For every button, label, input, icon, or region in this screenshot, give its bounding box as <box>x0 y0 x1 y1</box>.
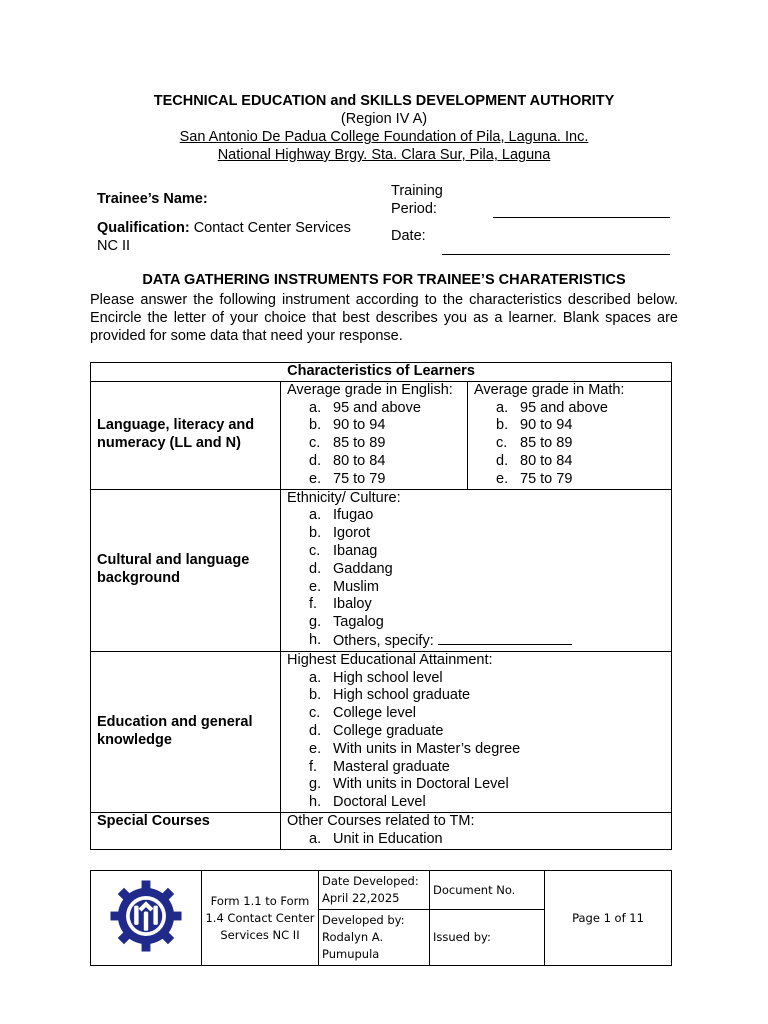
qualification-value: Contact Center Services NC II <box>97 220 351 254</box>
list-item[interactable]: f. Ibaloy <box>309 596 372 613</box>
culture-cell <box>281 489 672 651</box>
date-field[interactable] <box>442 254 670 255</box>
list-item[interactable]: e. With units in Master’s degree <box>309 740 521 757</box>
table-row <box>91 812 672 849</box>
qualification-label: Qualification: <box>97 220 190 236</box>
list-item[interactable]: b. 90 to 94 <box>496 417 573 434</box>
special-question: Other Courses related to TM: <box>287 812 475 829</box>
culture-question: Ethnicity/ Culture: <box>287 489 401 506</box>
math-question: Average grade in Math: <box>474 381 625 398</box>
developed-by-cell: Developed by: Rodalyn A. Pumupula <box>319 910 430 966</box>
math-grade-cell <box>468 381 672 489</box>
issued-by-cell: Issued by: <box>430 910 545 966</box>
list-item[interactable]: a. 95 and above <box>496 399 608 416</box>
education-cell <box>281 651 672 812</box>
trainee-name-label: Trainee’s Name: <box>97 191 208 207</box>
school-address: National Highway Brgy. Sta. Clara Sur, Pila, Laguna <box>217 147 551 163</box>
list-item[interactable]: d. 80 to 84 <box>309 452 386 469</box>
culture-options <box>287 507 665 650</box>
training-period-label: Training Period: <box>391 183 443 217</box>
row-label-culture: Cultural and language background <box>91 489 281 651</box>
list-item[interactable]: e. Muslim <box>309 578 379 595</box>
others-specify-field[interactable] <box>438 632 572 645</box>
list-item[interactable]: h. Others, specify: <box>287 632 665 651</box>
date-label: Date: <box>391 228 426 244</box>
list-item[interactable]: b. 90 to 94 <box>309 417 386 434</box>
list-item[interactable]: d. 80 to 84 <box>496 452 573 469</box>
row-label-education: Education and general knowledge <box>91 651 281 812</box>
education-question: Highest Educational Attainment: <box>287 651 493 668</box>
intro-text: Please answer the following instrument according to the characteristics described below. Encircle the letter of your choice that best describes you as a learner. Blank spaces are provided for some data that need your response. <box>90 292 678 344</box>
page-number: Page 1 of 11 <box>545 871 672 966</box>
table-heading: Characteristics of Learners <box>91 363 672 382</box>
section-title: DATA GATHERING INSTRUMENTS FOR TRAINEE’S CHARATERISTICS <box>142 272 626 288</box>
row-label-special: Special Courses <box>91 812 281 849</box>
list-item[interactable]: e. 75 to 79 <box>309 470 386 487</box>
table-row <box>91 489 672 651</box>
tesda-gear-logo-icon <box>109 942 183 956</box>
list-item[interactable]: g. With units in Doctoral Level <box>309 776 509 793</box>
agency-title: TECHNICAL EDUCATION and SKILLS DEVELOPMENT AUTHORITY <box>153 93 615 109</box>
list-item[interactable]: e. 75 to 79 <box>496 470 573 487</box>
training-period-field[interactable] <box>493 217 670 218</box>
list-item[interactable]: a. Ifugao <box>309 507 374 524</box>
logo-cell <box>91 871 202 966</box>
list-item[interactable]: f. Masteral graduate <box>309 758 450 775</box>
date-developed-cell: Date Developed: April 22,2025 <box>319 871 430 910</box>
list-item[interactable]: c. 85 to 89 <box>309 435 386 452</box>
list-item[interactable]: b. Igorot <box>309 525 371 542</box>
list-item[interactable]: c. College level <box>309 705 417 722</box>
table-row <box>91 381 672 489</box>
school-name: San Antonio De Padua College Foundation of Pila, Laguna. Inc. <box>179 129 589 145</box>
list-item[interactable]: a. Unit in Education <box>309 830 443 847</box>
footer-table <box>90 870 672 966</box>
list-item[interactable]: d. Gaddang <box>309 560 393 577</box>
list-item[interactable]: a. 95 and above <box>309 399 421 416</box>
qualification <box>97 219 372 255</box>
region: (Region IV A) <box>340 111 428 127</box>
english-grade-cell <box>281 381 468 489</box>
characteristics-table <box>90 362 672 850</box>
list-item[interactable]: c. 85 to 89 <box>496 435 573 452</box>
table-row <box>91 651 672 812</box>
list-item[interactable]: h. Doctoral Level <box>309 794 426 811</box>
math-options <box>474 400 665 489</box>
row-label-llsn: Language, literacy and numeracy (LL and N) <box>91 381 281 489</box>
english-options <box>287 400 461 489</box>
document-no-cell: Document No. <box>430 871 545 910</box>
list-item[interactable]: c. Ibanag <box>309 542 378 559</box>
education-options <box>287 670 665 812</box>
list-item[interactable]: b. High school graduate <box>309 687 471 704</box>
special-options <box>287 831 665 849</box>
list-item[interactable]: a. High school level <box>309 669 443 686</box>
english-question: Average grade in English: <box>287 381 453 398</box>
list-item[interactable]: g. Tagalog <box>309 614 384 631</box>
form-cell: Form 1.1 to Form 1.4 Contact Center Services NC II <box>202 871 319 966</box>
list-item[interactable]: d. College graduate <box>309 722 444 739</box>
special-cell <box>281 812 672 849</box>
